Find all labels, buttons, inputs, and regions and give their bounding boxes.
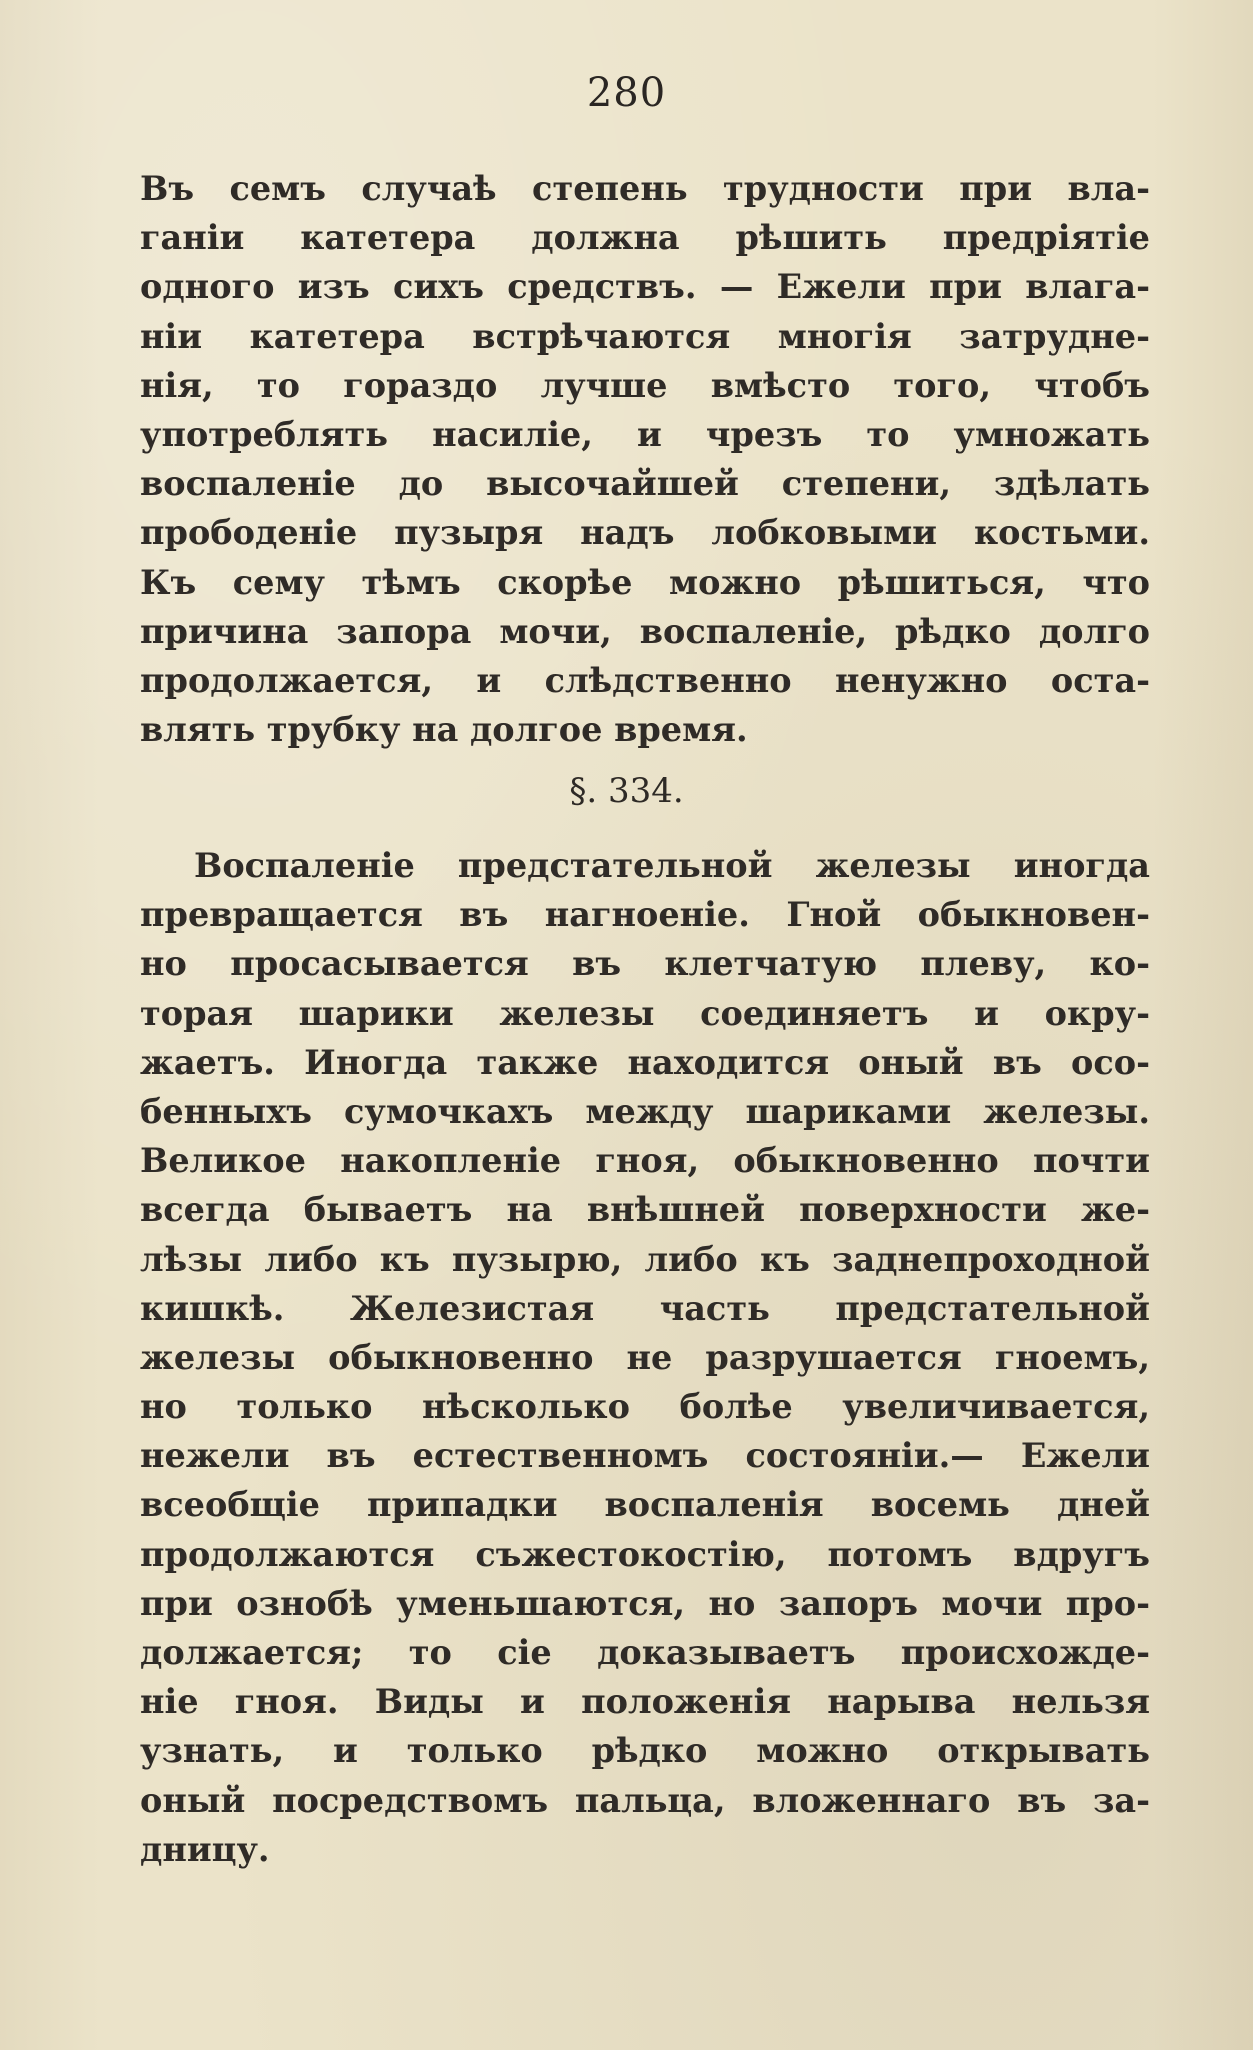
- text-line: продолжается, и слѣдственно ненужно оста-: [140, 660, 1150, 700]
- text-line: Воспаленіе предстательной железы иногда: [194, 846, 1150, 885]
- text-line: воспаленіе до высочайшей степени, здѣлать: [140, 464, 1150, 504]
- text-line: бенныхъ сумочкахъ между шариками железы.: [140, 1091, 1150, 1131]
- text-line: лѣзы либо къ пузырю, либо къ заднепроходной: [140, 1239, 1150, 1279]
- text-line: жаетъ. Иногда также находится оный въ осо-: [140, 1042, 1150, 1082]
- text-line: дницу.: [140, 1829, 270, 1869]
- text-line: но просасывается въ клетчатую плеву, ко-: [140, 944, 1150, 984]
- text-line: но только нѣсколько болѣе увеличивается,: [140, 1387, 1150, 1427]
- text-line: должается; то сіе доказываетъ происхожде-: [140, 1633, 1150, 1672]
- text-line: Къ сему тѣмъ скорѣе можно рѣшиться, что: [140, 562, 1150, 602]
- paragraph-1: [140, 164, 1150, 754]
- text-line: кишкѣ. Железистая часть предстательной: [140, 1288, 1150, 1328]
- text-line: прободеніе пузыря надъ лобковыми костьми.: [140, 513, 1150, 553]
- section-heading: §. 334.: [569, 771, 684, 811]
- text-line: оный посредствомъ пальца, вложеннаго въ за-: [140, 1780, 1150, 1820]
- text-line: при ознобѣ уменьшаются, но запоръ мочи про-: [140, 1583, 1150, 1623]
- text-line: нежели въ естественномъ состояніи.— Ежели: [140, 1436, 1150, 1476]
- text-line: ганіи катетера должна рѣшить предріятіе: [140, 218, 1150, 258]
- text-line: всегда бываетъ на внѣшней поверхности же-: [140, 1190, 1150, 1230]
- text-line: ніе гноя. Виды и положенія нарыва нельзя: [140, 1682, 1150, 1722]
- text-line: торая шарики железы соединяетъ и окру-: [140, 993, 1150, 1033]
- text-line: ніи катетера встрѣчаются многія затрудне-: [140, 316, 1150, 356]
- text-line: употреблять насиліе, и чрезъ то умножать: [140, 414, 1150, 454]
- text-line: влять трубку на долгое время.: [140, 710, 748, 750]
- text-line: причина запора мочи, воспаленіе, рѣдко долго: [140, 611, 1150, 651]
- text-line: всеобщіе припадки воспаленія восемь дней: [140, 1485, 1150, 1525]
- text-line: нія, то гораздо лучше вмѣсто того, чтобъ: [140, 365, 1150, 405]
- text-line: превращается въ нагноеніе. Гной обыкновен-: [140, 895, 1150, 935]
- text-line: Въ семъ случаѣ степень трудности при вла-: [140, 169, 1150, 208]
- page-number: 280: [586, 70, 667, 116]
- text-line: одного изъ сихъ средствъ. — Ежели при влага-: [140, 267, 1150, 307]
- text-line: узнать, и только рѣдко можно открывать: [140, 1731, 1150, 1771]
- text-line: железы обыкновенно не разрушается гноемъ,: [140, 1337, 1150, 1377]
- text-line: продолжаются съжестокостію, потомъ вдругъ: [140, 1534, 1150, 1574]
- paragraph-2: [140, 841, 1150, 1874]
- text-line: Великое накопленіе гноя, обыкновенно почти: [140, 1141, 1150, 1181]
